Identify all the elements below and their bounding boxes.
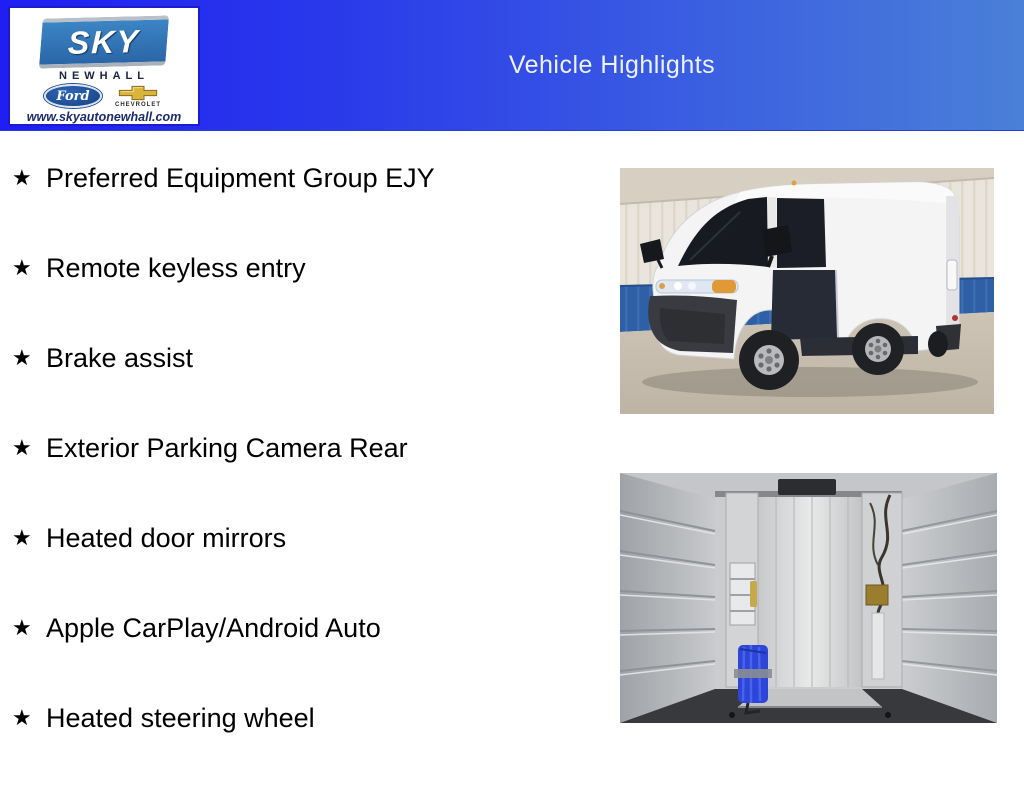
sky-logo-banner [39,15,169,68]
star-bullet-icon: ★ [12,615,32,640]
star-bullet-icon: ★ [12,525,32,550]
star-bullet-icon: ★ [12,345,32,370]
list-item [12,163,602,193]
dealer-website-url: www.skyautonewhall.com [26,110,182,124]
cargo-interior-photo [620,473,997,723]
highlight-label: Apple CarPlay/Android Auto [46,613,381,643]
list-item [12,613,602,643]
chevrolet-label: CHEVROLET [114,101,161,108]
highlights-list [12,163,602,793]
list-item [12,343,602,373]
list-item [12,433,602,463]
star-bullet-icon: ★ [12,705,32,730]
highlight-label: Preferred Equipment Group EJY [46,163,435,193]
van-exterior-photo [620,168,994,414]
chevrolet-logo-icon [112,85,164,108]
ford-logo-icon: Ford [44,84,102,108]
star-bullet-icon: ★ [12,255,32,280]
list-item [12,253,602,283]
dealer-logo [8,6,200,126]
highlight-label: Heated steering wheel [46,703,315,733]
highlight-label: Remote keyless entry [46,253,306,283]
page-title: Vehicle Highlights [508,50,716,79]
highlight-label: Exterior Parking Camera Rear [46,433,408,463]
star-bullet-icon: ★ [12,435,32,460]
list-item [12,523,602,553]
star-bullet-icon: ★ [12,165,32,190]
highlight-label: Heated door mirrors [46,523,287,553]
highlight-label: Brake assist [46,343,194,373]
list-item [12,703,602,733]
dealer-location-label: NEWHALL [59,70,149,82]
sky-logo-text: SKY [67,22,141,61]
chevrolet-bowtie-icon [112,85,164,101]
